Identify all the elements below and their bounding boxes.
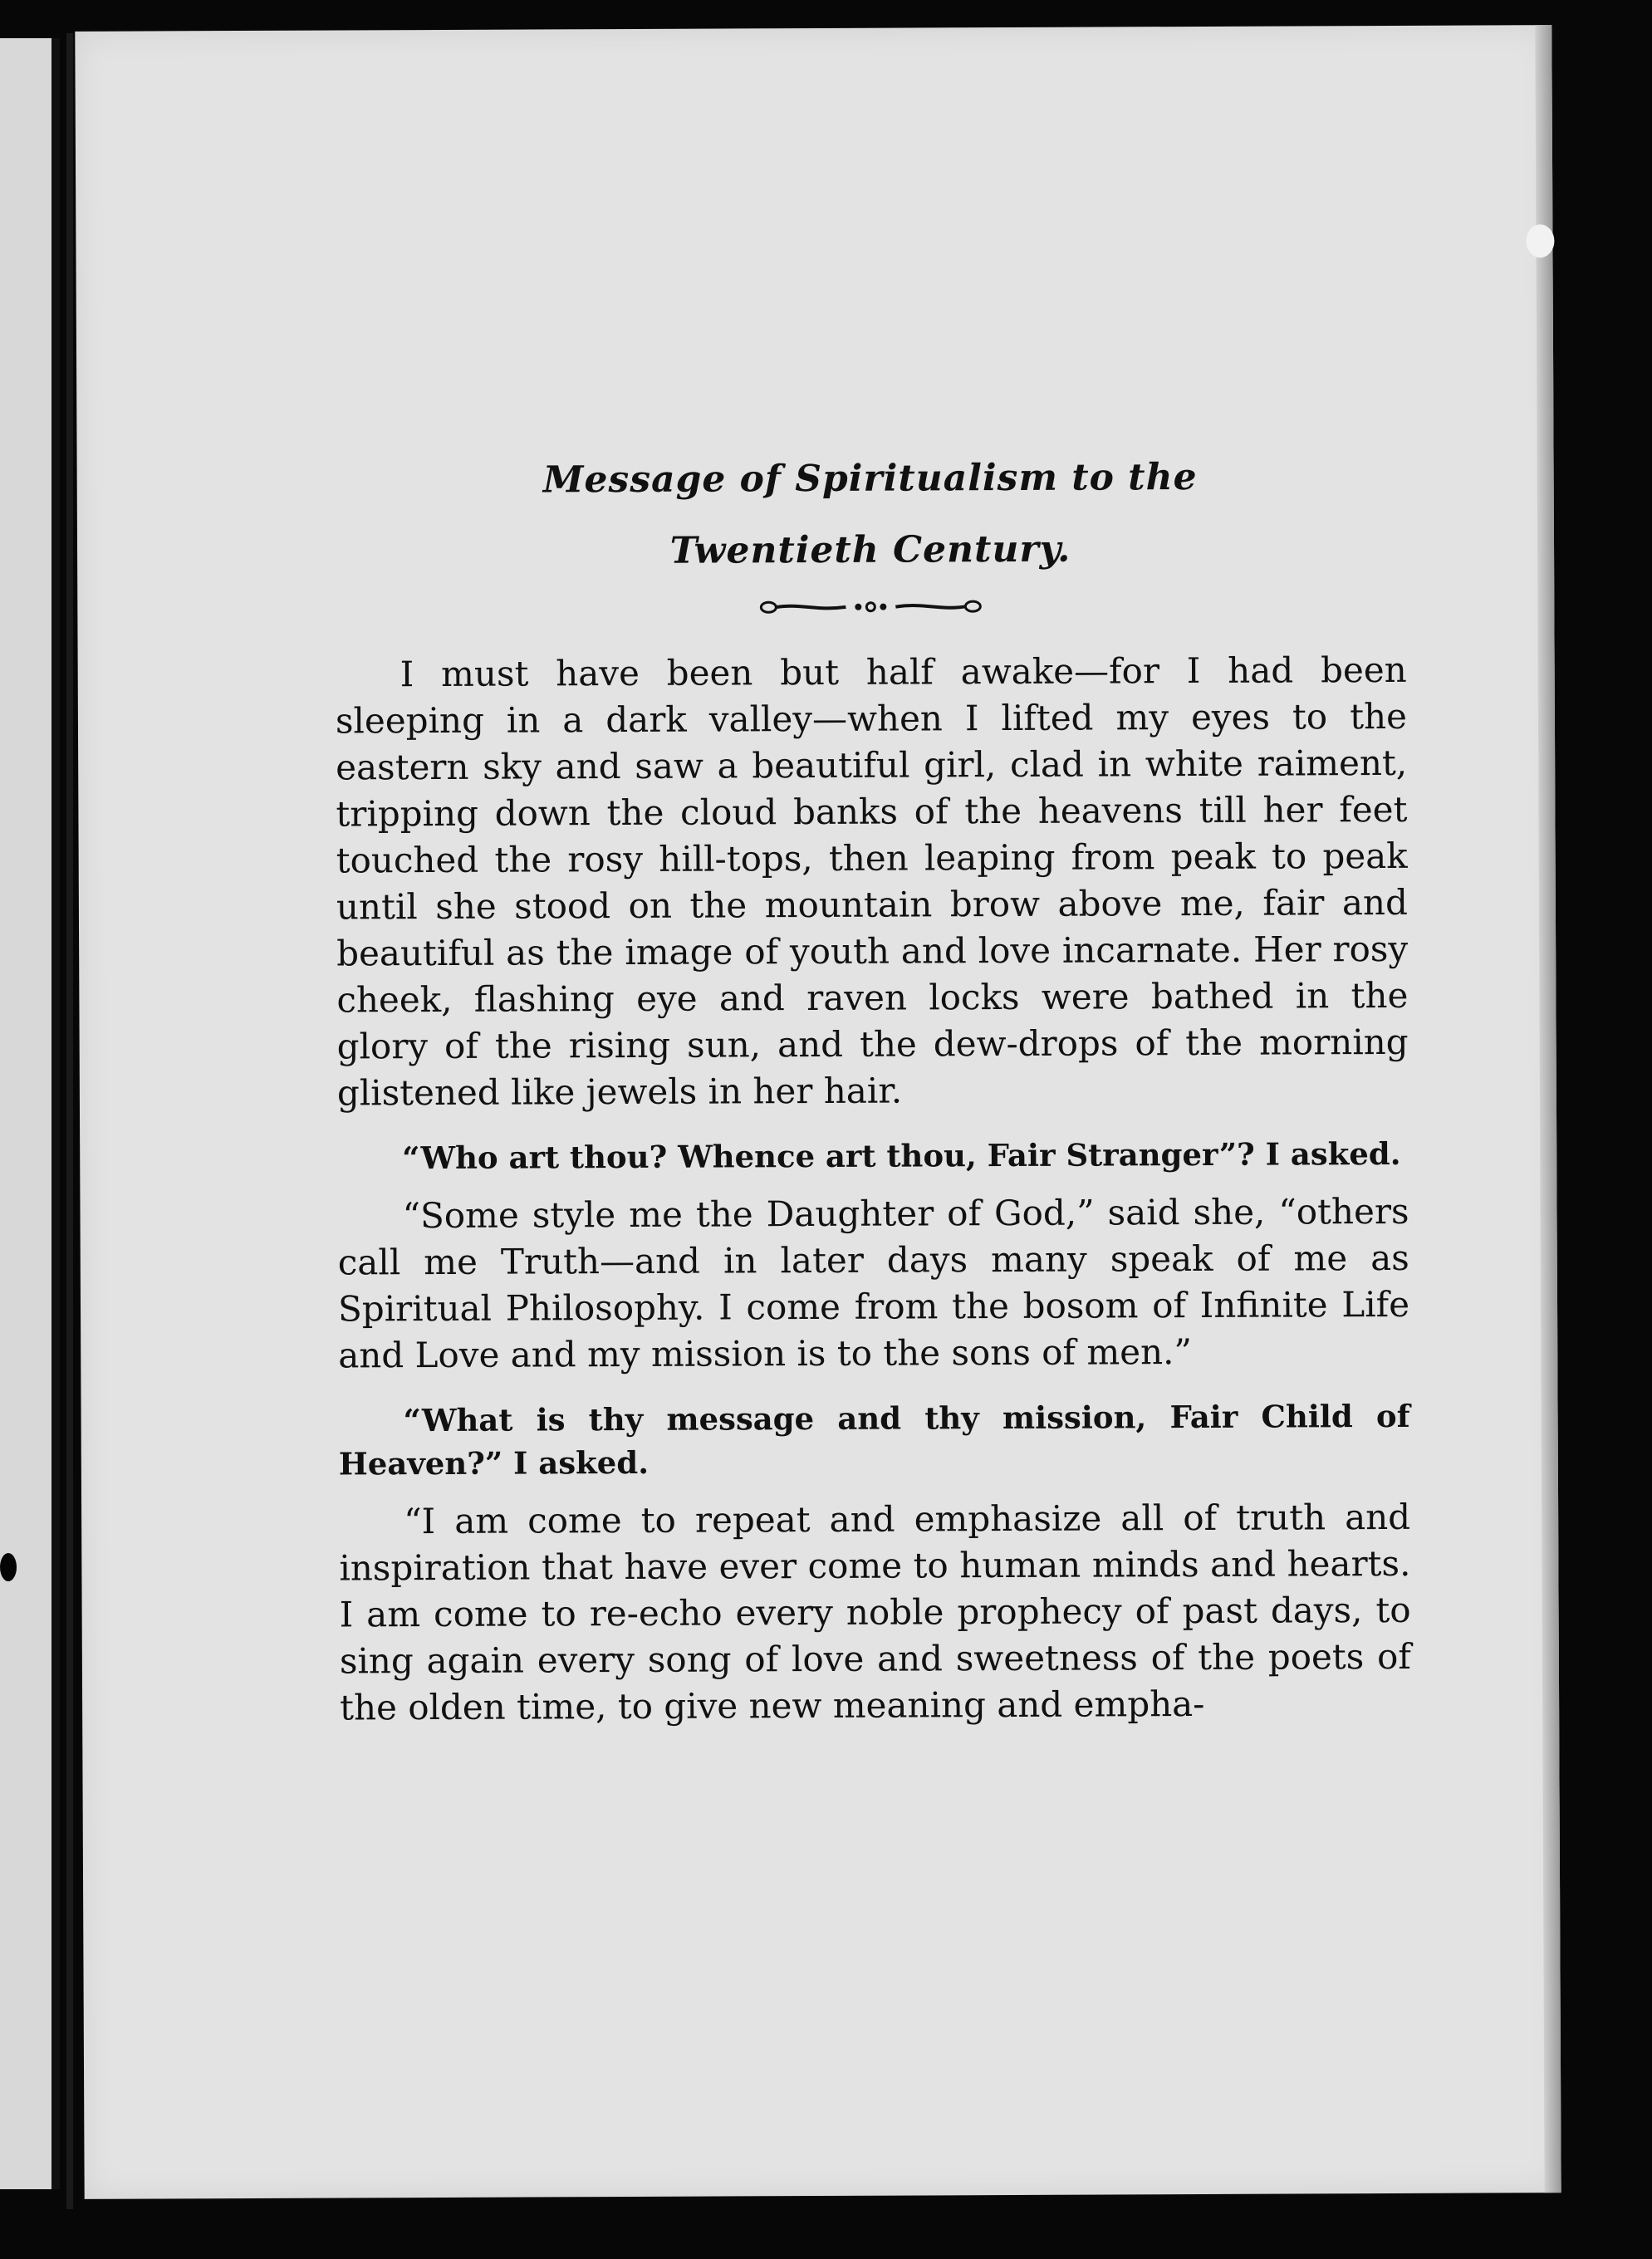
paragraph-answer-truth: “Some style me the Daughter of God,” said she, “others call me Truth—and in later days many speak of me as Spiritual Philosophy. I come from the bosom of Infinite Life and Love and my mission is to the sons of men.” [337,1190,1410,1376]
chapter-title-line-1: Message of Spiritualism to the [542,456,1198,502]
paragraph-vision: I must have been but half awake—for I had been sleeping in a dark valley—when I lifted my eyes to the eastern sky and saw a beautiful girl, clad in white raiment, tripping down the cloud banks of the heavens till her feet touched the rosy hill-tops, then leaping from peak to peak until she stood on the mountain brow above me, fair and beautiful as the image of youth and love incarnate. Her rosy cheek, flashing eye and raven locks were bathed in the glory of the rising sun, and the dew-drops of the morning glistened like jewels in her hair. [335,649,1409,1114]
facing-page-edge [0,38,60,2189]
book-page [75,25,1561,2199]
ornament-divider-icon [758,594,983,620]
page-text [334,441,1411,1732]
paragraph-question-message: “What is thy message and thy mission, Fair Child of Heaven?” I asked. [338,1397,1410,1482]
chapter-title-line-2: Twentieth Century. [669,527,1071,572]
book-spine-shadow [66,33,73,2209]
scan-artifact-mark [0,1553,17,1581]
paper-speck [1526,224,1554,257]
chapter-title [334,441,1406,589]
page-edge-shadow [1535,25,1561,2193]
paragraph-question-who: “Who art thou? Whence art thou, Fair Stranger”? I asked. [402,1134,1401,1177]
paragraph-answer-mission: “I am come to repeat and emphasize all of truth and inspiration that have ever come to human minds and hearts. I am come to re-echo every noble prophecy of past days, to sing again every song of love and sweetness of the poets of the olden time, to give new meaning and empha- [339,1496,1411,1728]
